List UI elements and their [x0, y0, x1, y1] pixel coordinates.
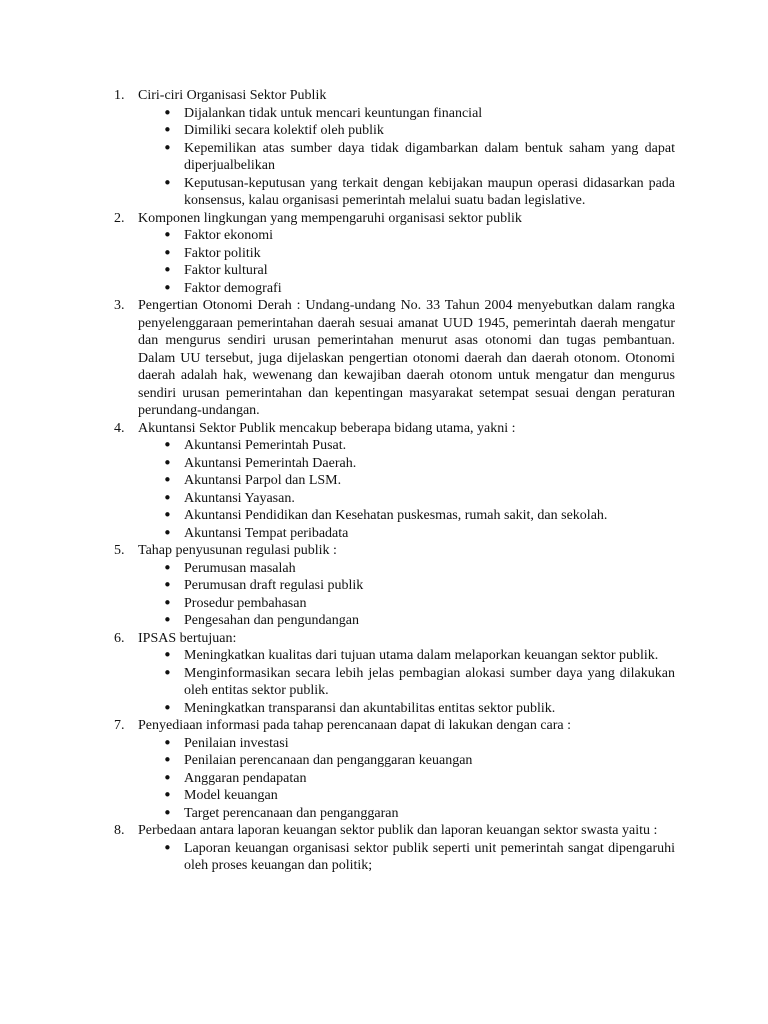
bullet-list: [138, 227, 675, 297]
bullet-item: • Menginformasikan secara lebih jelas pembagian alokasi sumber daya yang dilakukan oleh entitas sektor publik.: [184, 665, 675, 700]
bullet-item: • Anggaran pendapatan: [184, 770, 675, 788]
list-item-text: Akuntansi Sektor Publik mencakup beberapa bidang utama, yakni :: [138, 420, 516, 436]
bullet-list: [138, 560, 675, 630]
bullet-item: • Faktor kultural: [184, 262, 675, 280]
bullet-item: • Akuntansi Pendidikan dan Kesehatan puskesmas, rumah sakit, dan sekolah.: [184, 507, 675, 525]
bullet-item: • Prosedur pembahasan: [184, 595, 675, 613]
bullet-item: • Model keuangan: [184, 787, 675, 805]
list-item: [114, 822, 675, 875]
bullet-item: • Meningkatkan kualitas dari tujuan utama dalam melaporkan keuangan sektor publik.: [184, 647, 675, 665]
bullet-item: • Dijalankan tidak untuk mencari keuntungan financial: [184, 105, 675, 123]
bullet-item: • Pengesahan dan pengundangan: [184, 612, 675, 630]
list-item: [114, 420, 675, 543]
list-item-text: IPSAS bertujuan:: [138, 630, 237, 646]
bullet-list: [138, 105, 675, 210]
list-item: [114, 717, 675, 822]
list-item-text: Tahap penyusunan regulasi publik :: [138, 543, 337, 558]
list-item: [114, 210, 675, 298]
bullet-item: • Keputusan-keputusan yang terkait dengan kebijakan maupun operasi didasarkan pada konsensus, kalau organisasi pemerintah melalui suatu badan legislative.: [184, 175, 675, 210]
list-number: 3.: [114, 298, 125, 313]
bullet-item: • Perumusan draft regulasi publik: [184, 577, 675, 595]
list-number: 8.: [114, 823, 125, 838]
list-item: [114, 297, 675, 420]
bullet-item: • Akuntansi Pemerintah Daerah.: [184, 455, 675, 473]
list-item-text: Pengertian Otonomi Derah : Undang-undang No. 33 Tahun 2004 menyebutkan dalam rangka penyelenggaraan pemerintahan daerah sesuai amanat UUD 1945, pemerintah daerah mengatur dan mengurus sendiri urusan pemerintahan menurut asas otonomi dan tugas pembantuan. Dalam UU tersebut, juga dijelaskan pengertian otonomi daerah dan daerah otonom. Otonomi daerah adalah hak, wewenang dan kewajiban daerah otonom untuk mengatur dan mengurus sendiri urusan pemerintahan dan kepentingan masyarakat setempat sesuai dengan peraturan perundang-undangan.: [138, 298, 675, 418]
bullet-item: • Target perencanaan dan penganggaran: [184, 805, 675, 823]
bullet-list: [138, 735, 675, 823]
bullet-item: • Kepemilikan atas sumber daya tidak digambarkan dalam bentuk saham yang dapat diperjualbelikan: [184, 140, 675, 175]
bullet-item: • Laporan keuangan organisasi sektor publik seperti unit pemerintah sangat dipengaruhi oleh proses keuangan dan politik;: [184, 840, 675, 875]
bullet-item: • Akuntansi Yayasan.: [184, 490, 675, 508]
list-number: 5.: [114, 543, 125, 558]
bullet-item: • Penilaian investasi: [184, 735, 675, 753]
list-number: 7.: [114, 718, 125, 733]
list-item-text: Komponen lingkungan yang mempengaruhi organisasi sektor publik: [138, 210, 522, 226]
bullet-item: • Akuntansi Parpol dan LSM.: [184, 472, 675, 490]
list-item-text: Ciri-ciri Organisasi Sektor Publik: [138, 88, 327, 103]
bullet-list: [138, 647, 675, 717]
bullet-list: [138, 437, 675, 542]
list-item: [114, 87, 675, 210]
bullet-item: • Faktor demografi: [184, 280, 675, 298]
list-item-text: Perbedaan antara laporan keuangan sektor publik dan laporan keuangan sektor swasta yaitu :: [138, 823, 658, 838]
bullet-item: • Penilaian perencanaan dan penganggaran keuangan: [184, 752, 675, 770]
bullet-item: • Faktor politik: [184, 245, 675, 263]
list-item: [114, 542, 675, 630]
bullet-item: • Akuntansi Tempat peribadata: [184, 525, 675, 543]
bullet-item: • Perumusan masalah: [184, 560, 675, 578]
bullet-list: [138, 840, 675, 875]
list-number: 4.: [114, 420, 125, 436]
document-page: [0, 87, 768, 875]
list-number: 2.: [114, 210, 125, 226]
bullet-item: • Meningkatkan transparansi dan akuntabilitas entitas sektor publik.: [184, 700, 675, 718]
list-item: [114, 630, 675, 718]
list-number: 6.: [114, 630, 125, 646]
bullet-item: • Dimiliki secara kolektif oleh publik: [184, 122, 675, 140]
bullet-item: • Akuntansi Pemerintah Pusat.: [184, 437, 675, 455]
list-number: 1.: [114, 88, 125, 103]
list-item-text: Penyediaan informasi pada tahap perencanaan dapat di lakukan dengan cara :: [138, 718, 572, 733]
bullet-item: • Faktor ekonomi: [184, 227, 675, 245]
